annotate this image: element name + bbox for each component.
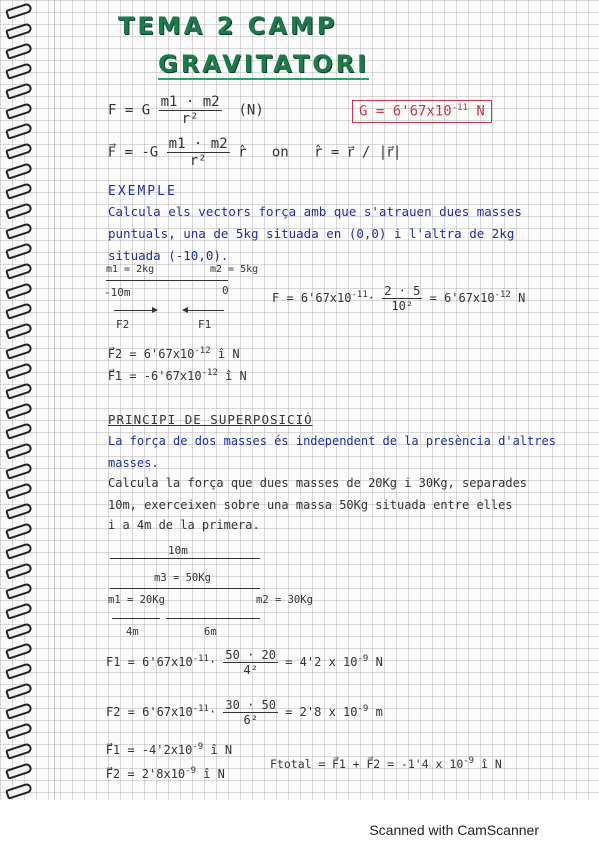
ring: [5, 522, 33, 540]
ring: [5, 302, 33, 320]
ring: [5, 702, 33, 720]
scanner-watermark: Scanned with CamScanner: [369, 822, 539, 838]
example-line3: situada (-10,0).: [108, 248, 229, 263]
fcalc: F = 6'67x10: [272, 291, 352, 305]
f2calc-res-exp: -9: [357, 704, 369, 714]
footer: [0, 806, 599, 848]
fvec-lhs: F⃗ = -G: [108, 144, 159, 161]
f1-label: F1: [198, 318, 212, 331]
ring: [5, 362, 33, 380]
dist-4m-line: [112, 618, 160, 619]
fvec-rhat: r̂: [238, 144, 247, 161]
newton-law: [108, 94, 264, 127]
fcalc-fraction: [382, 284, 422, 313]
ring: [5, 242, 33, 260]
ftotal: Ftotal = F⃗1 + F⃗2 = -1'4 x 10: [270, 756, 464, 771]
f1-calc: $F1 = 6'67x10^{-11}\cdot$ $\frac{50 \cdot 20}{\text{4²}}$ = 4'2 x $10^{-9}$ N: [106, 648, 383, 677]
f-den: r²: [181, 111, 199, 127]
ring: [5, 222, 33, 240]
f2calc-unit: m: [375, 705, 383, 719]
example-line2: puntuals, una de 5kg situada en (0,0) i l'altra de 2kg: [108, 226, 515, 241]
ftotal-exp: -9: [463, 756, 475, 766]
fcalc-den: 10²: [391, 299, 414, 313]
f2-vec-tail: î N: [203, 767, 225, 781]
fcalc-exp: -11: [351, 290, 368, 300]
ftotal-result: [270, 756, 502, 771]
f1calc-num: 50 · 20: [225, 648, 276, 662]
m2-30kg: m2 = 30Kg: [256, 594, 313, 606]
margin-line: [54, 0, 55, 800]
on-word: on: [271, 144, 289, 161]
ring: [5, 662, 33, 680]
f-lhs: F = G: [108, 102, 151, 119]
ring: [5, 282, 33, 300]
ring: [5, 382, 33, 400]
ring: [5, 102, 33, 120]
ring: [5, 762, 33, 780]
m1-label: m1 = 2kg: [106, 264, 155, 275]
fvec-fraction: [167, 136, 230, 169]
superpos-line2: masses.: [108, 456, 159, 470]
f1vec-tail: î N: [225, 369, 247, 383]
ring: [5, 562, 33, 580]
fcalc-unit: N: [518, 291, 526, 305]
f-fraction: [159, 94, 222, 127]
f1vec: F⃗1 = -6'67x10: [108, 369, 202, 383]
example-force-calc: $F = 6'67x10^{-11}\cdot$ $\frac{2 \cdot 5}{\text{10²}}$ = $6'67x10^{-12}$ N: [272, 284, 526, 313]
dist-6m: 6m: [204, 626, 217, 638]
dist-4m: 4m: [126, 626, 139, 638]
dist-10m: 10m: [168, 544, 188, 557]
g-value: G = 6'67x10: [359, 103, 452, 120]
f1-vector: [108, 368, 247, 383]
ring: [5, 622, 33, 640]
question-line1: Calcula la força que dues masses de 20Kg i 30Kg, separades: [108, 476, 528, 490]
f2vec-tail: î N: [217, 347, 240, 361]
ring: [5, 502, 33, 520]
ring: [5, 162, 33, 180]
ring: [5, 642, 33, 660]
arrow-left: [184, 310, 224, 311]
superposition-heading: PRINCIPI DE SUPERPOSICIÓ: [108, 412, 313, 427]
f1calc-res: = 4'2 x 10: [285, 655, 358, 669]
ring: [5, 142, 33, 160]
ring: [5, 402, 33, 420]
f2calc: F2 = 6'67x10: [106, 705, 193, 719]
ring: [5, 62, 33, 80]
f1-vec-exp: -9: [192, 742, 204, 752]
ring: [5, 582, 33, 600]
ring: [5, 22, 33, 40]
zero-label: 0: [222, 284, 229, 297]
f2vec: F⃗2 = 6'67x10: [108, 347, 195, 361]
ring: [5, 782, 33, 800]
f2-vec-exp: -9: [185, 766, 196, 776]
f1calc-exp: -11: [192, 654, 209, 664]
ring: [5, 422, 33, 440]
g-constant-box: [352, 100, 492, 123]
ring: [5, 2, 33, 20]
ring: [5, 462, 33, 480]
question-line3: i a 4m de la primera.: [108, 518, 260, 532]
m1-20kg: m1 = 20Kg: [108, 594, 165, 606]
spiral-binding: [6, 6, 40, 796]
fvec-num: m1 · m2: [168, 136, 228, 152]
ring: [5, 322, 33, 340]
fcalc-res-exp: -12: [494, 290, 511, 300]
title-line1: TEMA 2 CAMP: [118, 12, 338, 40]
vector-law: [108, 136, 401, 169]
dist-10m-line: [110, 558, 260, 559]
ftotal-tail: î N: [481, 756, 502, 771]
f2calc-num: 30 · 50: [225, 698, 276, 712]
f2vec-exp: -12: [194, 346, 211, 356]
ring: [5, 42, 33, 60]
ring: [5, 122, 33, 140]
minus10-label: -10m: [104, 286, 131, 299]
question-line2: 10m, exerceixen sobre una massa 50Kg situada entre elles: [108, 498, 513, 512]
f1calc-res-exp: -9: [357, 654, 369, 664]
g-exp: -11: [451, 103, 468, 113]
f-num: m1 · m2: [160, 94, 220, 110]
ring: [5, 342, 33, 360]
fcalc-res: = 6'67x10: [429, 291, 495, 305]
f2calc-res: = 2'8 x 10: [285, 705, 358, 719]
ring: [5, 262, 33, 280]
fcalc-num: 2 · 5: [384, 284, 421, 298]
f2calc-den: 6²: [243, 713, 258, 727]
superpos-line1: La força de dos masses és independent de la presència d'altres: [108, 434, 556, 448]
f-unit: (N): [238, 102, 264, 119]
f2calc-exp: -11: [192, 704, 209, 714]
f1calc-den: 4²: [243, 663, 258, 677]
ring: [5, 202, 33, 220]
fvec-den: r²: [189, 153, 207, 169]
f2-vector: [108, 346, 240, 361]
ring: [5, 482, 33, 500]
f1calc-unit: N: [375, 655, 383, 669]
example-line1: Calcula els vectors força amb que s'atrauen dues masses: [108, 204, 522, 219]
f2-calc: $F2 = 6'67x10^{-11}\cdot$ $\frac{30 \cdot 50}{\text{6²}}$ = 2'8 x $10^{-9}$ m: [106, 698, 383, 727]
m2-label: m2 = 5kg: [210, 264, 259, 275]
ring: [5, 602, 33, 620]
ring: [5, 742, 33, 760]
rhat-definition: r̂ = r⃗ / |r⃗|: [313, 144, 402, 161]
ring: [5, 82, 33, 100]
f1calc: F1 = 6'67x10: [106, 655, 193, 669]
f1-vec: F⃗1 = -4'2x10: [106, 743, 193, 757]
f2-label: F2: [116, 318, 130, 331]
axis-line: [106, 280, 228, 281]
dist-6m-line: [166, 618, 260, 619]
f2-vec: F⃗2 = 2'8x10: [106, 767, 186, 781]
ring: [5, 682, 33, 700]
ring: [5, 182, 33, 200]
f1calc-fraction: [223, 648, 278, 677]
g-unit: N: [476, 103, 485, 120]
ring: [5, 722, 33, 740]
title-line2: GRAVITATORI: [158, 50, 370, 78]
ring: [5, 542, 33, 560]
f2calc-fraction: [223, 698, 278, 727]
arrow-right: [114, 310, 156, 311]
masses-line: [110, 588, 260, 589]
f1vec-exp: -12: [201, 368, 218, 378]
m3-label: m3 = 50Kg: [154, 572, 211, 584]
ring: [5, 442, 33, 460]
f1-vec-tail: î N: [210, 743, 233, 757]
example-heading: EXEMPLE: [108, 184, 177, 199]
f2-vec-result: [106, 766, 225, 781]
f1-vec-result: [106, 742, 232, 757]
